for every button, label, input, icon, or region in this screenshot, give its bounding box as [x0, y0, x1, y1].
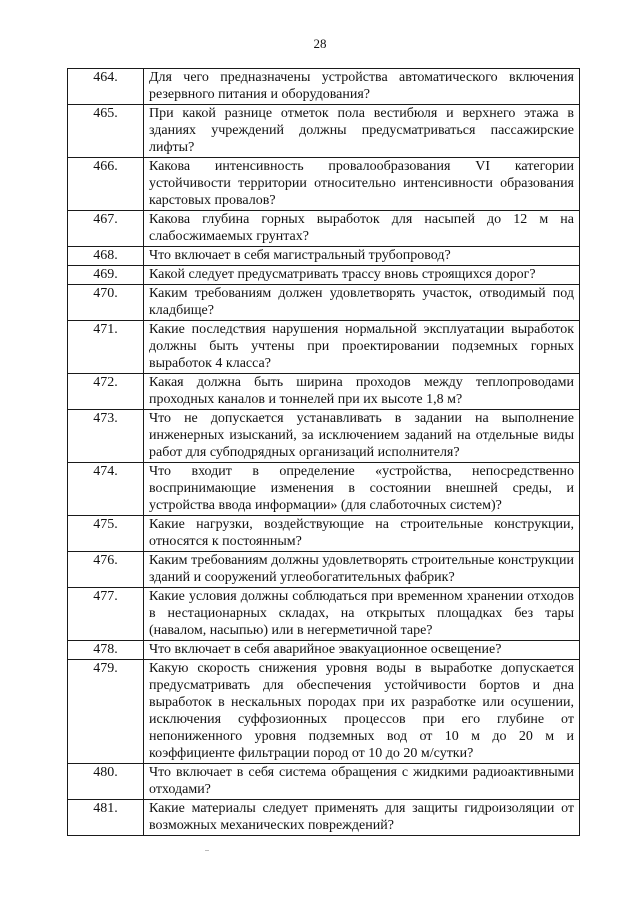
question-row [68, 641, 580, 660]
question-row [68, 516, 580, 552]
question-row [68, 463, 580, 516]
question-row [68, 374, 580, 410]
question-number: 468. [68, 247, 144, 266]
question-row [68, 660, 580, 764]
question-row [68, 800, 580, 836]
question-row [68, 69, 580, 105]
question-text: Каким требованиям должен удовлетворять участок, отводимый под кладбище? [144, 285, 580, 321]
question-row [68, 247, 580, 266]
question-number: 464. [68, 69, 144, 105]
page-number: 28 [313, 36, 327, 51]
question-text: Какой следует предусматривать трассу вновь строящихся дорог? [144, 266, 580, 285]
question-text: Что включает в себя система обращения с жидкими радиоактивными отходами? [144, 764, 580, 800]
question-row [68, 410, 580, 463]
question-text: Какова глубина горных выработок для насыпей до 12 м на слабосжимаемых грунтах? [144, 211, 580, 247]
question-text: Какие условия должны соблюдаться при временном хранении отходов в нестационарных складах, на открытых площадках без тары (навалом, насыпью) или в негерметичной таре? [144, 588, 580, 641]
question-row [68, 211, 580, 247]
question-row [68, 266, 580, 285]
question-text: Какие нагрузки, воздействующие на строительные конструкции, относятся к постоянным? [144, 516, 580, 552]
question-text: Какая должна быть ширина проходов между теплопроводами проходных каналов и тоннелей при их высоте 1,8 м? [144, 374, 580, 410]
question-number: 470. [68, 285, 144, 321]
question-row [68, 764, 580, 800]
question-number: 478. [68, 641, 144, 660]
question-number: 469. [68, 266, 144, 285]
question-number: 465. [68, 105, 144, 158]
question-row [68, 105, 580, 158]
question-text: Каким требованиям должны удовлетворять строительные конструкции зданий и сооружений углеобогатительных фабрик? [144, 552, 580, 588]
question-number: 481. [68, 800, 144, 836]
question-number: 480. [68, 764, 144, 800]
question-number: 466. [68, 158, 144, 211]
question-text: Какова интенсивность провалообразования VI категории устойчивости территории относительно интенсивности образования карстовых провалов? [144, 158, 580, 211]
question-number: 476. [68, 552, 144, 588]
question-number: 471. [68, 321, 144, 374]
scan-speck [205, 850, 209, 851]
question-row [68, 321, 580, 374]
question-text: Что не допускается устанавливать в задании на выполнение инженерных изысканий, за исключением заданий на отдельные виды работ для субподрядных организаций исполнителя? [144, 410, 580, 463]
question-row [68, 285, 580, 321]
question-number: 472. [68, 374, 144, 410]
question-number: 477. [68, 588, 144, 641]
question-text: Какие материалы следует применять для защиты гидроизоляции от возможных механических повреждений? [144, 800, 580, 836]
question-text: Какие последствия нарушения нормальной эксплуатации выработок должны быть учтены при проектировании подземных горных выработок 4 класса? [144, 321, 580, 374]
question-row [68, 158, 580, 211]
question-text: Что включает в себя магистральный трубопровод? [144, 247, 580, 266]
question-number: 479. [68, 660, 144, 764]
question-number: 475. [68, 516, 144, 552]
question-row [68, 552, 580, 588]
question-text: Что включает в себя аварийное эвакуационное освещение? [144, 641, 580, 660]
question-number: 473. [68, 410, 144, 463]
question-text: При какой разнице отметок пола вестибюля и верхнего этажа в зданиях учреждений должны предусматриваться пассажирские лифты? [144, 105, 580, 158]
question-row [68, 588, 580, 641]
question-text: Какую скорость снижения уровня воды в выработке допускается предусматривать для обеспечения устойчивости бортов и дна выработок в нескальных породах при их разработке или осушении, исключения суффозионных процессов при его глубине от непониженного уровня подземных вод от 10 м до 20 м и коэффициенте фильтрации пород от 10 до 20 м/сутки? [144, 660, 580, 764]
question-number: 467. [68, 211, 144, 247]
question-text: Что входит в определение «устройства, непосредственно воспринимающие изменения в состоянии внешней среды, и устройства ввода информации» (для слаботочных систем)? [144, 463, 580, 516]
question-text: Для чего предназначены устройства автоматического включения резервного питания и оборудования? [144, 69, 580, 105]
question-number: 474. [68, 463, 144, 516]
questions-table [67, 68, 580, 836]
